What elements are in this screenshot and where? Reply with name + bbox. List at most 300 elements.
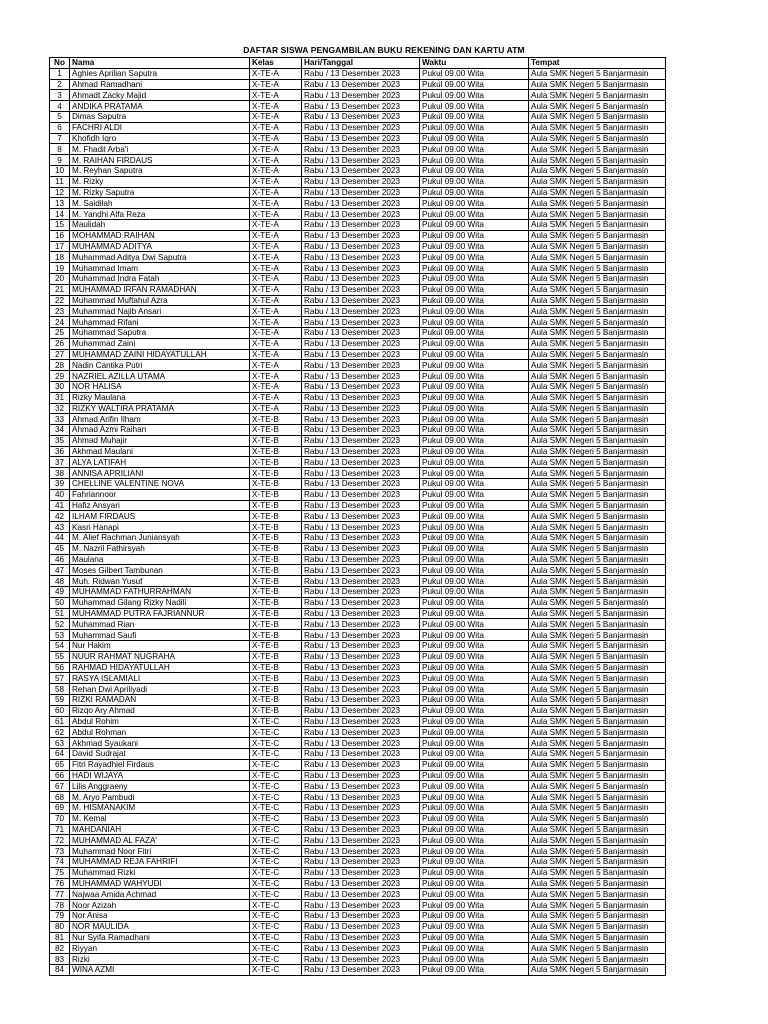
cell-hari-tanggal: Rabu / 13 Desember 2023 [302,176,420,187]
cell-kelas: X-TE-A [250,317,302,328]
cell-kelas: X-TE-A [250,263,302,274]
cell-kelas: X-TE-B [250,468,302,479]
cell-no: 43 [50,522,70,533]
table-row [50,565,666,576]
cell-kelas: X-TE-B [250,511,302,522]
cell-kelas: X-TE-A [250,68,302,79]
cell-kelas: X-TE-B [250,619,302,630]
table-row [50,241,666,252]
cell-tempat: Aula SMK Negeri 5 Banjarmasin [529,597,666,608]
cell-nama: RIZKY WALTIRA PRATAMA [70,403,250,414]
cell-nama: Abdul Rohman [70,727,250,738]
cell-waktu: Pukul 09.00 Wita [420,479,529,490]
cell-waktu: Pukul 09.00 Wita [420,705,529,716]
table-row [50,489,666,500]
cell-hari-tanggal: Rabu / 13 Desember 2023 [302,651,420,662]
cell-no: 17 [50,241,70,252]
cell-waktu: Pukul 09.00 Wita [420,133,529,144]
table-row [50,587,666,598]
cell-kelas: X-TE-C [250,910,302,921]
cell-hari-tanggal: Rabu / 13 Desember 2023 [302,749,420,760]
table-row [50,101,666,112]
cell-waktu: Pukul 09.00 Wita [420,468,529,479]
cell-waktu: Pukul 09.00 Wita [420,889,529,900]
cell-waktu: Pukul 09.00 Wita [420,608,529,619]
cell-nama: ANDIKA PRATAMA [70,101,250,112]
table-row [50,533,666,544]
cell-no: 62 [50,727,70,738]
cell-tempat: Aula SMK Negeri 5 Banjarmasin [529,630,666,641]
table-row [50,425,666,436]
cell-waktu: Pukul 09.00 Wita [420,489,529,500]
cell-hari-tanggal: Rabu / 13 Desember 2023 [302,219,420,230]
cell-kelas: X-TE-B [250,662,302,673]
cell-hari-tanggal: Rabu / 13 Desember 2023 [302,533,420,544]
table-row [50,932,666,943]
cell-kelas: X-TE-B [250,565,302,576]
cell-hari-tanggal: Rabu / 13 Desember 2023 [302,921,420,932]
cell-kelas: X-TE-A [250,327,302,338]
cell-nama: Muhammad Najib Ansari [70,306,250,317]
cell-tempat: Aula SMK Negeri 5 Banjarmasin [529,284,666,295]
cell-waktu: Pukul 09.00 Wita [420,759,529,770]
cell-tempat: Aula SMK Negeri 5 Banjarmasin [529,964,666,975]
table-row [50,392,666,403]
cell-tempat: Aula SMK Negeri 5 Banjarmasin [529,921,666,932]
table-row [50,219,666,230]
cell-waktu: Pukul 09.00 Wita [420,392,529,403]
cell-hari-tanggal: Rabu / 13 Desember 2023 [302,878,420,889]
document-title: DAFTAR SISWA PENGAMBILAN BUKU REKENING DAN KARTU ATM [243,45,525,55]
cell-waktu: Pukul 09.00 Wita [420,381,529,392]
cell-nama: Khofidh Iqro [70,133,250,144]
table-row [50,479,666,490]
cell-no: 47 [50,565,70,576]
cell-hari-tanggal: Rabu / 13 Desember 2023 [302,500,420,511]
cell-tempat: Aula SMK Negeri 5 Banjarmasin [529,846,666,857]
cell-tempat: Aula SMK Negeri 5 Banjarmasin [529,943,666,954]
cell-kelas: X-TE-B [250,457,302,468]
cell-no: 9 [50,155,70,166]
cell-tempat: Aula SMK Negeri 5 Banjarmasin [529,543,666,554]
table-row [50,792,666,803]
cell-hari-tanggal: Rabu / 13 Desember 2023 [302,770,420,781]
table-row [50,209,666,220]
cell-kelas: X-TE-C [250,749,302,760]
cell-tempat: Aula SMK Negeri 5 Banjarmasin [529,716,666,727]
cell-kelas: X-TE-B [250,533,302,544]
cell-tempat: Aula SMK Negeri 5 Banjarmasin [529,835,666,846]
cell-hari-tanggal: Rabu / 13 Desember 2023 [302,68,420,79]
table-row [50,511,666,522]
cell-hari-tanggal: Rabu / 13 Desember 2023 [302,910,420,921]
cell-tempat: Aula SMK Negeri 5 Banjarmasin [529,457,666,468]
cell-waktu: Pukul 09.00 Wita [420,349,529,360]
cell-hari-tanggal: Rabu / 13 Desember 2023 [302,802,420,813]
cell-waktu: Pukul 09.00 Wita [420,835,529,846]
cell-kelas: X-TE-A [250,273,302,284]
cell-waktu: Pukul 09.00 Wita [420,651,529,662]
cell-waktu: Pukul 09.00 Wita [420,856,529,867]
cell-tempat: Aula SMK Negeri 5 Banjarmasin [529,781,666,792]
cell-hari-tanggal: Rabu / 13 Desember 2023 [302,349,420,360]
cell-kelas: X-TE-B [250,684,302,695]
cell-no: 18 [50,252,70,263]
cell-hari-tanggal: Rabu / 13 Desember 2023 [302,608,420,619]
cell-waktu: Pukul 09.00 Wita [420,371,529,382]
table-row [50,716,666,727]
cell-waktu: Pukul 09.00 Wita [420,802,529,813]
cell-hari-tanggal: Rabu / 13 Desember 2023 [302,705,420,716]
cell-waktu: Pukul 09.00 Wita [420,846,529,857]
cell-no: 14 [50,209,70,220]
column-header-kelas: Kelas [250,58,302,69]
cell-kelas: X-TE-A [250,381,302,392]
cell-nama: Lilis Anggraeny [70,781,250,792]
cell-no: 25 [50,327,70,338]
cell-tempat: Aula SMK Negeri 5 Banjarmasin [529,209,666,220]
cell-kelas: X-TE-B [250,435,302,446]
cell-tempat: Aula SMK Negeri 5 Banjarmasin [529,738,666,749]
table-row [50,738,666,749]
cell-nama: Maulana [70,554,250,565]
table-row [50,802,666,813]
table-row [50,435,666,446]
cell-hari-tanggal: Rabu / 13 Desember 2023 [302,155,420,166]
cell-nama: Akhmad Maulani [70,446,250,457]
table-row [50,133,666,144]
column-header-nama: Nama [70,58,250,69]
cell-kelas: X-TE-A [250,122,302,133]
cell-tempat: Aula SMK Negeri 5 Banjarmasin [529,587,666,598]
cell-tempat: Aula SMK Negeri 5 Banjarmasin [529,727,666,738]
cell-no: 16 [50,230,70,241]
cell-waktu: Pukul 09.00 Wita [420,317,529,328]
cell-no: 69 [50,802,70,813]
cell-no: 83 [50,954,70,965]
cell-waktu: Pukul 09.00 Wita [420,576,529,587]
cell-waktu: Pukul 09.00 Wita [420,68,529,79]
cell-hari-tanggal: Rabu / 13 Desember 2023 [302,381,420,392]
table-row [50,954,666,965]
cell-hari-tanggal: Rabu / 13 Desember 2023 [302,273,420,284]
table-row [50,630,666,641]
cell-no: 52 [50,619,70,630]
cell-no: 8 [50,144,70,155]
cell-no: 66 [50,770,70,781]
table-row [50,68,666,79]
table-row [50,252,666,263]
cell-hari-tanggal: Rabu / 13 Desember 2023 [302,425,420,436]
cell-nama: Muhammad Zaini [70,338,250,349]
cell-hari-tanggal: Rabu / 13 Desember 2023 [302,954,420,965]
table-row [50,198,666,209]
cell-kelas: X-TE-B [250,705,302,716]
cell-hari-tanggal: Rabu / 13 Desember 2023 [302,479,420,490]
cell-no: 73 [50,846,70,857]
cell-no: 21 [50,284,70,295]
cell-waktu: Pukul 09.00 Wita [420,522,529,533]
cell-tempat: Aula SMK Negeri 5 Banjarmasin [529,824,666,835]
cell-no: 46 [50,554,70,565]
cell-nama: Rizqo Ary Ahmad [70,705,250,716]
table-row [50,554,666,565]
cell-hari-tanggal: Rabu / 13 Desember 2023 [302,511,420,522]
cell-nama: Muhammad Noor Fitri [70,846,250,857]
cell-waktu: Pukul 09.00 Wita [420,338,529,349]
cell-waktu: Pukul 09.00 Wita [420,155,529,166]
cell-waktu: Pukul 09.00 Wita [420,878,529,889]
cell-tempat: Aula SMK Negeri 5 Banjarmasin [529,446,666,457]
cell-nama: RASYA ISLAMIALI [70,673,250,684]
cell-kelas: X-TE-B [250,500,302,511]
table-row [50,867,666,878]
cell-hari-tanggal: Rabu / 13 Desember 2023 [302,835,420,846]
cell-no: 82 [50,943,70,954]
cell-waktu: Pukul 09.00 Wita [420,90,529,101]
cell-tempat: Aula SMK Negeri 5 Banjarmasin [529,360,666,371]
cell-tempat: Aula SMK Negeri 5 Banjarmasin [529,889,666,900]
cell-tempat: Aula SMK Negeri 5 Banjarmasin [529,338,666,349]
cell-waktu: Pukul 09.00 Wita [420,122,529,133]
cell-no: 22 [50,295,70,306]
cell-nama: MUHAMMAD AL FAZA' [70,835,250,846]
cell-kelas: X-TE-B [250,651,302,662]
column-header-tempat: Tempat [529,58,666,69]
cell-hari-tanggal: Rabu / 13 Desember 2023 [302,759,420,770]
cell-hari-tanggal: Rabu / 13 Desember 2023 [302,673,420,684]
cell-tempat: Aula SMK Negeri 5 Banjarmasin [529,576,666,587]
cell-waktu: Pukul 09.00 Wita [420,662,529,673]
cell-waktu: Pukul 09.00 Wita [420,327,529,338]
cell-tempat: Aula SMK Negeri 5 Banjarmasin [529,435,666,446]
table-row [50,576,666,587]
cell-no: 76 [50,878,70,889]
cell-tempat: Aula SMK Negeri 5 Banjarmasin [529,489,666,500]
cell-waktu: Pukul 09.00 Wita [420,867,529,878]
cell-nama: Muhammad Saufi [70,630,250,641]
cell-tempat: Aula SMK Negeri 5 Banjarmasin [529,144,666,155]
cell-kelas: X-TE-A [250,241,302,252]
cell-kelas: X-TE-C [250,954,302,965]
cell-waktu: Pukul 09.00 Wita [420,230,529,241]
cell-hari-tanggal: Rabu / 13 Desember 2023 [302,489,420,500]
cell-tempat: Aula SMK Negeri 5 Banjarmasin [529,770,666,781]
cell-hari-tanggal: Rabu / 13 Desember 2023 [302,446,420,457]
cell-nama: M. Rizky Saputra [70,187,250,198]
cell-waktu: Pukul 09.00 Wita [420,954,529,965]
cell-hari-tanggal: Rabu / 13 Desember 2023 [302,597,420,608]
cell-nama: M. Yandhi Alfa Reza [70,209,250,220]
cell-kelas: X-TE-A [250,371,302,382]
table-row [50,295,666,306]
cell-hari-tanggal: Rabu / 13 Desember 2023 [302,252,420,263]
table-row [50,835,666,846]
cell-tempat: Aula SMK Negeri 5 Banjarmasin [529,273,666,284]
table-row [50,749,666,760]
cell-no: 30 [50,381,70,392]
cell-nama: Nur Hakim [70,641,250,652]
cell-nama: Muhammad Gilang Rizky Nadili [70,597,250,608]
cell-no: 7 [50,133,70,144]
cell-nama: Fahriannoor [70,489,250,500]
cell-waktu: Pukul 09.00 Wita [420,695,529,706]
cell-waktu: Pukul 09.00 Wita [420,641,529,652]
cell-tempat: Aula SMK Negeri 5 Banjarmasin [529,813,666,824]
cell-nama: M. Alief Rachman Juniansyah [70,533,250,544]
cell-hari-tanggal: Rabu / 13 Desember 2023 [302,543,420,554]
cell-hari-tanggal: Rabu / 13 Desember 2023 [302,284,420,295]
cell-kelas: X-TE-C [250,846,302,857]
cell-waktu: Pukul 09.00 Wita [420,252,529,263]
cell-no: 10 [50,165,70,176]
table-row [50,651,666,662]
table-row [50,273,666,284]
cell-tempat: Aula SMK Negeri 5 Banjarmasin [529,565,666,576]
cell-kelas: X-TE-A [250,306,302,317]
cell-hari-tanggal: Rabu / 13 Desember 2023 [302,889,420,900]
cell-tempat: Aula SMK Negeri 5 Banjarmasin [529,176,666,187]
cell-kelas: X-TE-B [250,597,302,608]
table-row [50,176,666,187]
cell-no: 51 [50,608,70,619]
cell-no: 48 [50,576,70,587]
cell-hari-tanggal: Rabu / 13 Desember 2023 [302,964,420,975]
cell-hari-tanggal: Rabu / 13 Desember 2023 [302,781,420,792]
cell-tempat: Aula SMK Negeri 5 Banjarmasin [529,381,666,392]
table-row [50,608,666,619]
cell-tempat: Aula SMK Negeri 5 Banjarmasin [529,403,666,414]
cell-nama: M. Reyhan Saputra [70,165,250,176]
table-row [50,79,666,90]
cell-nama: Muhammad Rifani [70,317,250,328]
cell-no: 31 [50,392,70,403]
cell-tempat: Aula SMK Negeri 5 Banjarmasin [529,878,666,889]
cell-nama: ILHAM FIRDAUS [70,511,250,522]
cell-no: 55 [50,651,70,662]
cell-waktu: Pukul 09.00 Wita [420,511,529,522]
cell-hari-tanggal: Rabu / 13 Desember 2023 [302,565,420,576]
cell-hari-tanggal: Rabu / 13 Desember 2023 [302,327,420,338]
cell-hari-tanggal: Rabu / 13 Desember 2023 [302,209,420,220]
cell-tempat: Aula SMK Negeri 5 Banjarmasin [529,425,666,436]
table-row [50,122,666,133]
cell-tempat: Aula SMK Negeri 5 Banjarmasin [529,749,666,760]
table-row [50,327,666,338]
cell-hari-tanggal: Rabu / 13 Desember 2023 [302,792,420,803]
cell-hari-tanggal: Rabu / 13 Desember 2023 [302,101,420,112]
cell-hari-tanggal: Rabu / 13 Desember 2023 [302,684,420,695]
table-row [50,641,666,652]
cell-nama: Fitri Rayadhiel Firdaus [70,759,250,770]
cell-tempat: Aula SMK Negeri 5 Banjarmasin [529,122,666,133]
cell-no: 39 [50,479,70,490]
column-header-waktu: Waktu [420,58,529,69]
cell-waktu: Pukul 09.00 Wita [420,219,529,230]
cell-nama: FACHRI ALDI [70,122,250,133]
cell-hari-tanggal: Rabu / 13 Desember 2023 [302,662,420,673]
cell-no: 72 [50,835,70,846]
cell-tempat: Aula SMK Negeri 5 Banjarmasin [529,533,666,544]
cell-nama: Rizki [70,954,250,965]
table-row [50,155,666,166]
cell-nama: Ahmadt Zacky Majid [70,90,250,101]
cell-no: 20 [50,273,70,284]
cell-kelas: X-TE-C [250,824,302,835]
cell-kelas: X-TE-A [250,295,302,306]
cell-tempat: Aula SMK Negeri 5 Banjarmasin [529,651,666,662]
table-row [50,878,666,889]
cell-nama: NAZRIEL AZILLA UTAMA [70,371,250,382]
cell-nama: RIZKI RAMADAN [70,695,250,706]
table-row [50,144,666,155]
cell-nama: MUHAMMAD FATHURRAHMAN [70,587,250,598]
cell-no: 2 [50,79,70,90]
cell-tempat: Aula SMK Negeri 5 Banjarmasin [529,230,666,241]
cell-tempat: Aula SMK Negeri 5 Banjarmasin [529,468,666,479]
table-row [50,349,666,360]
cell-tempat: Aula SMK Negeri 5 Banjarmasin [529,695,666,706]
cell-waktu: Pukul 09.00 Wita [420,457,529,468]
cell-tempat: Aula SMK Negeri 5 Banjarmasin [529,155,666,166]
cell-waktu: Pukul 09.00 Wita [420,360,529,371]
cell-kelas: X-TE-C [250,835,302,846]
cell-no: 57 [50,673,70,684]
cell-hari-tanggal: Rabu / 13 Desember 2023 [302,414,420,425]
cell-no: 70 [50,813,70,824]
cell-kelas: X-TE-C [250,770,302,781]
cell-waktu: Pukul 09.00 Wita [420,176,529,187]
cell-tempat: Aula SMK Negeri 5 Banjarmasin [529,68,666,79]
table-row [50,522,666,533]
table-row [50,695,666,706]
cell-kelas: X-TE-A [250,198,302,209]
cell-hari-tanggal: Rabu / 13 Desember 2023 [302,522,420,533]
cell-waktu: Pukul 09.00 Wita [420,565,529,576]
cell-kelas: X-TE-B [250,576,302,587]
cell-kelas: X-TE-C [250,727,302,738]
cell-nama: M. Kemal [70,813,250,824]
cell-waktu: Pukul 09.00 Wita [420,403,529,414]
cell-tempat: Aula SMK Negeri 5 Banjarmasin [529,759,666,770]
table-row [50,230,666,241]
cell-tempat: Aula SMK Negeri 5 Banjarmasin [529,90,666,101]
cell-kelas: X-TE-C [250,921,302,932]
cell-tempat: Aula SMK Negeri 5 Banjarmasin [529,295,666,306]
cell-hari-tanggal: Rabu / 13 Desember 2023 [302,856,420,867]
cell-kelas: X-TE-C [250,813,302,824]
student-table [49,57,666,976]
cell-hari-tanggal: Rabu / 13 Desember 2023 [302,360,420,371]
cell-kelas: X-TE-B [250,673,302,684]
cell-nama: Aghies Aprilian Saputra [70,68,250,79]
cell-nama: Rizky Maulana [70,392,250,403]
cell-nama: Akhmad Syaukani [70,738,250,749]
cell-no: 81 [50,932,70,943]
cell-kelas: X-TE-B [250,479,302,490]
cell-nama: Nadin Cantika Putri [70,360,250,371]
cell-no: 44 [50,533,70,544]
cell-kelas: X-TE-C [250,943,302,954]
cell-kelas: X-TE-A [250,144,302,155]
cell-no: 40 [50,489,70,500]
cell-kelas: X-TE-B [250,695,302,706]
cell-waktu: Pukul 09.00 Wita [420,500,529,511]
cell-tempat: Aula SMK Negeri 5 Banjarmasin [529,263,666,274]
cell-no: 61 [50,716,70,727]
cell-hari-tanggal: Rabu / 13 Desember 2023 [302,846,420,857]
cell-waktu: Pukul 09.00 Wita [420,619,529,630]
